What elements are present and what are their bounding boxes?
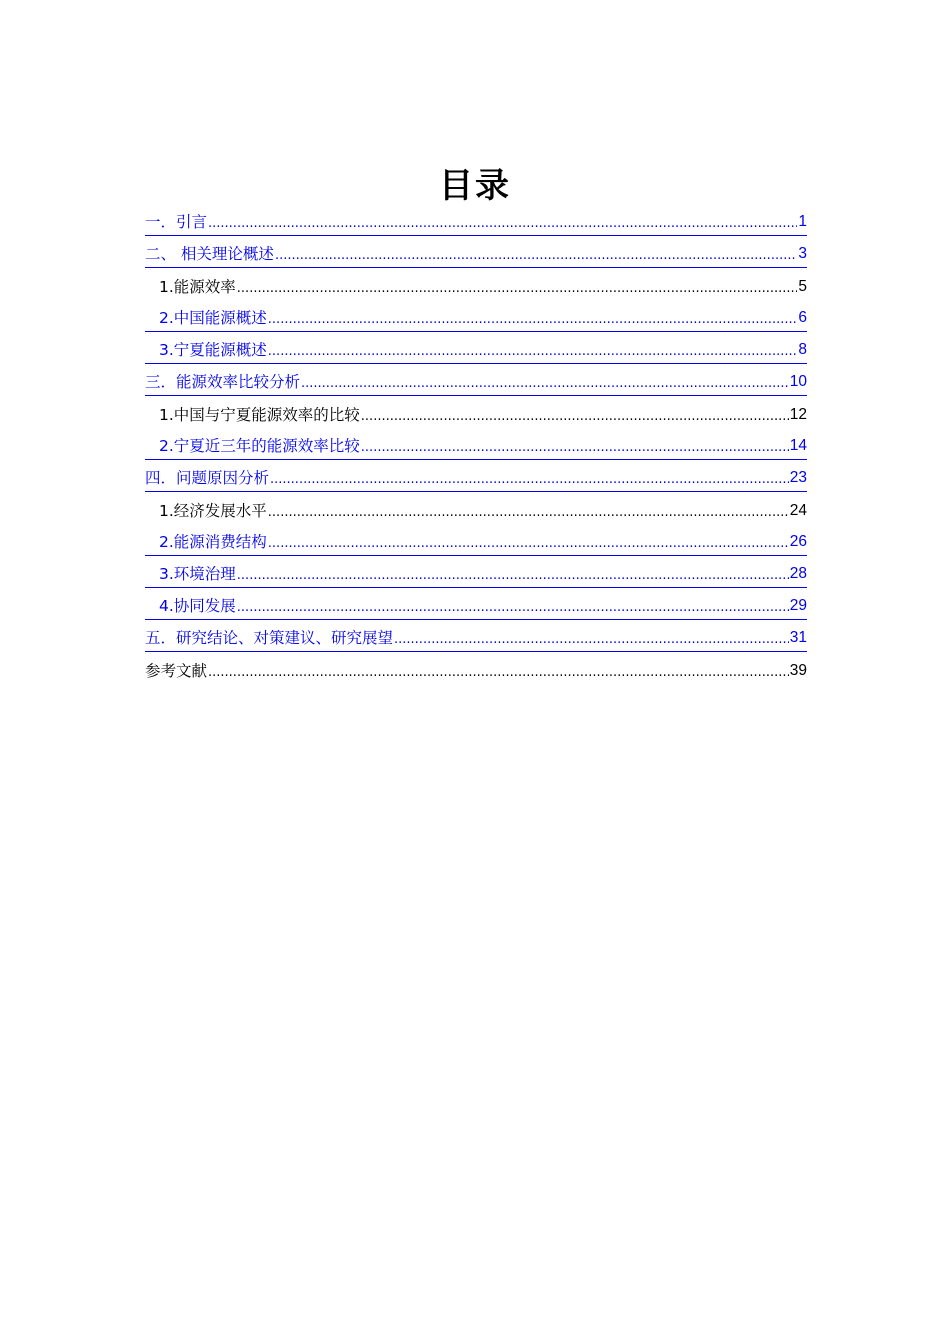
toc-entry-label: 1.能源效率 xyxy=(159,278,236,296)
toc-entry-label: 3.宁夏能源概述 xyxy=(159,341,267,359)
toc-entry-label: 2.能源消费结构 xyxy=(159,533,267,551)
toc-dot-leader xyxy=(237,564,789,584)
toc-entry-ningxia-three-years[interactable] xyxy=(145,428,807,460)
toc-dot-leader xyxy=(268,308,798,328)
toc-entry-label: 一．引言 xyxy=(145,213,208,231)
toc-entry-page: 5 xyxy=(798,278,807,295)
toc-entry-page: 3 xyxy=(798,245,807,262)
toc-entry-label: 1.经济发展水平 xyxy=(159,502,267,520)
toc-entry-coordinated-development[interactable] xyxy=(145,588,807,620)
toc-entry-page: 24 xyxy=(789,502,807,519)
toc-entry-economic-development[interactable] xyxy=(145,492,807,524)
toc-dot-leader xyxy=(394,628,789,648)
toc-entry-label: 2.中国能源概述 xyxy=(159,309,267,327)
toc-dot-leader xyxy=(268,340,798,360)
toc-entry-page: 1 xyxy=(798,213,807,230)
toc-dot-leader xyxy=(275,244,797,264)
toc-dot-leader xyxy=(208,212,797,232)
toc-entry-china-energy[interactable] xyxy=(145,300,807,332)
toc-entry-china-ningxia-comparison[interactable] xyxy=(145,396,807,428)
toc-entry-introduction[interactable] xyxy=(145,204,807,236)
toc-entry-environmental-governance[interactable] xyxy=(145,556,807,588)
toc-entry-ningxia-energy[interactable] xyxy=(145,332,807,364)
toc-dot-leader xyxy=(270,468,789,488)
toc-entry-page: 14 xyxy=(789,437,807,454)
toc-dot-leader xyxy=(268,532,789,552)
toc-entry-page: 8 xyxy=(798,341,807,358)
toc-title: 目录 xyxy=(439,166,511,206)
toc-dot-leader xyxy=(237,596,789,616)
toc-entry-consumption-structure[interactable] xyxy=(145,524,807,556)
toc-entry-page: 28 xyxy=(789,565,807,582)
toc-entry-label: 参考文献 xyxy=(145,662,208,680)
toc-entry-label: 二、 相关理论概述 xyxy=(145,245,274,263)
toc-entry-efficiency-comparison[interactable] xyxy=(145,364,807,396)
toc-entry-label: 1.中国与宁夏能源效率的比较 xyxy=(159,406,360,424)
toc-dot-leader xyxy=(301,372,789,392)
toc-entry-label: 三．能源效率比较分析 xyxy=(145,373,301,391)
table-of-contents xyxy=(145,204,807,684)
toc-dot-leader xyxy=(237,277,798,297)
toc-entry-theory-overview[interactable] xyxy=(145,236,807,268)
toc-entry-references[interactable] xyxy=(145,652,807,684)
toc-entry-page: 12 xyxy=(789,406,807,423)
toc-entry-page: 10 xyxy=(789,373,807,390)
toc-entry-label: 2.宁夏近三年的能源效率比较 xyxy=(159,437,360,455)
toc-entry-label: 四．问题原因分析 xyxy=(145,469,270,487)
toc-entry-label: 3.环境治理 xyxy=(159,565,236,583)
toc-entry-energy-efficiency[interactable] xyxy=(145,268,807,300)
toc-entry-problem-analysis[interactable] xyxy=(145,460,807,492)
toc-dot-leader xyxy=(268,501,789,521)
toc-entry-page: 39 xyxy=(789,662,807,679)
toc-entry-page: 31 xyxy=(789,629,807,646)
toc-entry-label: 五．研究结论、对策建议、研究展望 xyxy=(145,629,394,647)
toc-entry-page: 26 xyxy=(789,533,807,550)
toc-entry-page: 6 xyxy=(798,309,807,326)
toc-dot-leader xyxy=(361,405,789,425)
toc-entry-conclusions[interactable] xyxy=(145,620,807,652)
toc-dot-leader xyxy=(208,661,789,681)
toc-entry-label: 4.协同发展 xyxy=(159,597,236,615)
toc-entry-page: 29 xyxy=(789,597,807,614)
toc-entry-page: 23 xyxy=(789,469,807,486)
toc-dot-leader xyxy=(361,436,789,456)
